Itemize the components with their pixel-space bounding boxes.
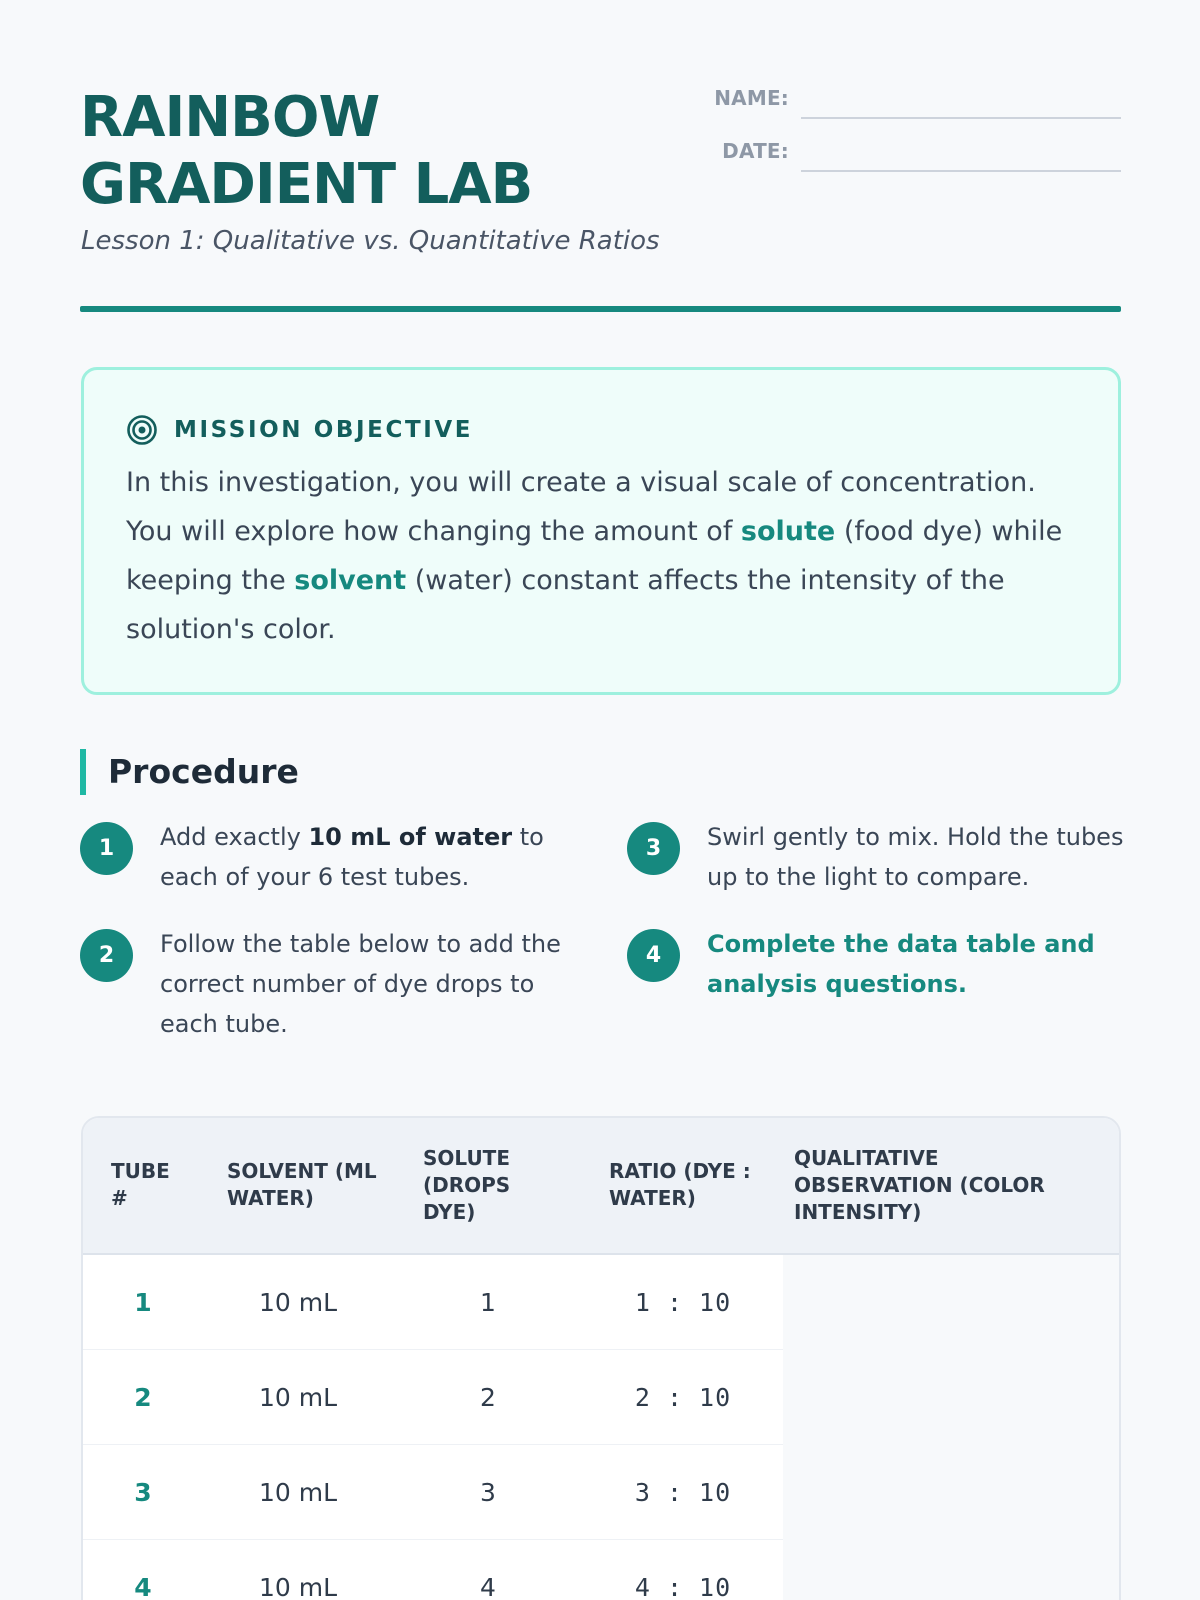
header-divider (80, 306, 1121, 312)
table-row (83, 1540, 1121, 1600)
table-row (83, 1255, 1121, 1350)
objective-text-part: (water) constant affects the intensity of the solution's color. (126, 565, 1005, 645)
solvent-cell: 10 mL (258, 1478, 338, 1507)
observation-cell[interactable] (783, 1445, 1121, 1540)
step-text: Swirl gently to mix. Hold the tubes up to the light to compare. (707, 823, 1124, 891)
title-line-1: RAINBOW (80, 85, 380, 150)
objective-text (126, 458, 1086, 654)
objective-text-part: In this investigation, you will create a visual scale of concentration. You will explore how changing the amount of (126, 467, 1036, 547)
step-text-part: Add exactly (160, 823, 309, 851)
solute-cell: 3 (480, 1478, 496, 1507)
ratio-cell: 4 : 10 (634, 1573, 732, 1600)
solute-cell: 4 (480, 1573, 496, 1600)
ratio-cell: 3 : 10 (634, 1478, 732, 1507)
procedure-accent-bar (80, 749, 86, 795)
table-row (83, 1350, 1121, 1445)
objective-heading-text: MISSION OBJECTIVE (174, 417, 474, 443)
solute-cell: 2 (480, 1383, 496, 1412)
solvent-cell: 10 mL (258, 1288, 338, 1317)
solvent-cell: 10 mL (258, 1383, 338, 1412)
column-header: SOLUTE (DROPS DYE) (423, 1146, 511, 1224)
solute-cell: 1 (480, 1288, 496, 1317)
step-text (160, 817, 580, 897)
objective-heading (126, 414, 473, 446)
target-icon (126, 414, 158, 446)
column-header: RATIO (DYE : WATER) (609, 1159, 751, 1210)
solute-term: solute (740, 516, 836, 547)
observation-cell[interactable] (783, 1255, 1121, 1350)
lesson-subtitle: Lesson 1: Qualitative vs. Quantitative Ratios (81, 226, 660, 256)
step-number: 4 (627, 929, 680, 982)
tube-cell: 2 (134, 1383, 152, 1412)
solvent-term: solvent (294, 565, 407, 596)
name-field[interactable] (801, 117, 1121, 119)
solvent-cell: 10 mL (258, 1573, 338, 1600)
step-text: Follow the table below to add the correct number of dye drops to each tube. (160, 930, 561, 1038)
ratio-cell: 2 : 10 (634, 1383, 732, 1412)
tube-cell: 4 (134, 1573, 152, 1600)
column-header: TUBE # (111, 1159, 170, 1210)
table-row (83, 1445, 1121, 1540)
step-text-part: to each of your 6 test tubes. (160, 823, 544, 891)
name-label: NAME: (714, 86, 789, 110)
observation-cell[interactable] (783, 1540, 1121, 1600)
step-number: 3 (627, 822, 680, 875)
date-label: DATE: (722, 139, 789, 163)
tube-cell: 3 (134, 1478, 152, 1507)
mission-objective-box (81, 367, 1121, 695)
page-title (80, 84, 600, 218)
data-table (81, 1116, 1121, 1600)
table-header (83, 1118, 1121, 1255)
step-number: 1 (80, 822, 133, 875)
procedure-title: Procedure (108, 752, 299, 791)
column-header: SOLVENT (ML WATER) (227, 1159, 377, 1210)
ratio-cell: 1 : 10 (634, 1288, 732, 1317)
step-number: 2 (80, 929, 133, 982)
tube-cell: 1 (134, 1288, 152, 1317)
step-emphasis: 10 mL of water (308, 823, 513, 851)
column-header: QUALITATIVE OBSERVATION (COLOR INTENSITY) (794, 1146, 1045, 1224)
step-text: Complete the data table and analysis questions. (707, 930, 1095, 998)
title-line-2: GRADIENT LAB (80, 152, 533, 217)
observation-cell[interactable] (783, 1350, 1121, 1445)
objective-text-part: (food dye) while keeping the (126, 516, 1063, 596)
date-field[interactable] (801, 170, 1121, 172)
